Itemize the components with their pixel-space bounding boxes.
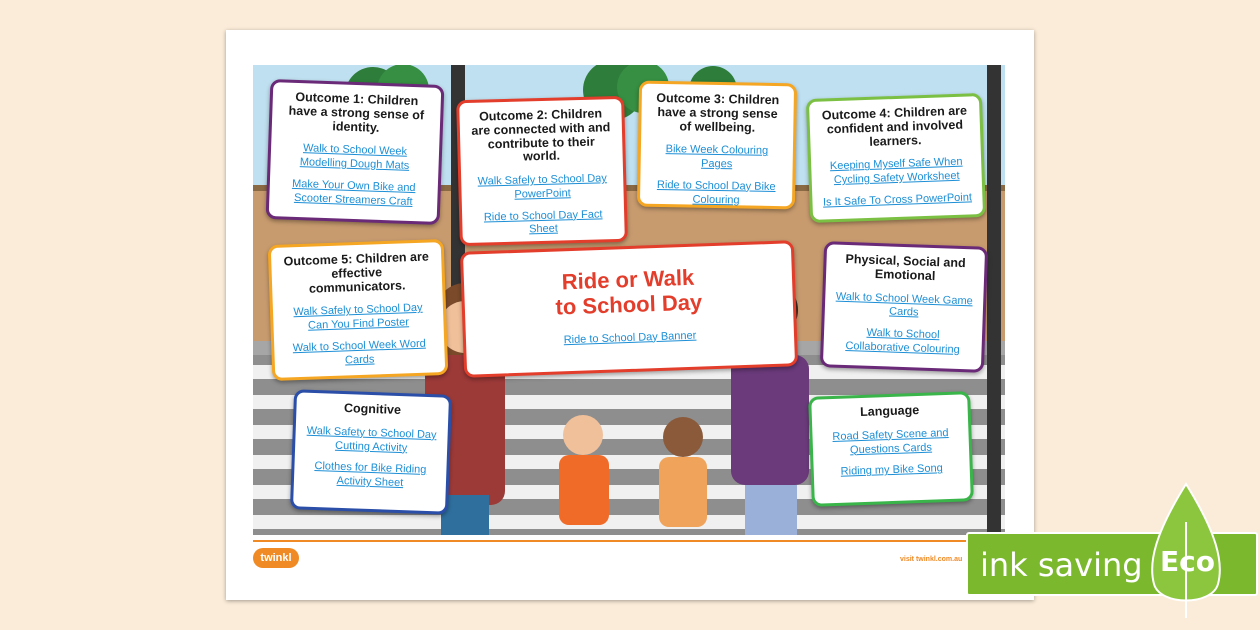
physical-social-emotional-card [820, 241, 988, 373]
ride-to-school-fact-sheet-link[interactable]: Ride to School Day Fact Sheet [483, 207, 603, 236]
eco-label: Eco [1160, 545, 1215, 578]
ride-to-school-banner-link[interactable]: Ride to School Day Banner [563, 329, 697, 346]
cutting-activity-link[interactable]: Walk Safety to School Day Cutting Activity [306, 424, 437, 454]
bike-colouring-link[interactable]: Ride to School Day Bike Colouring [656, 178, 776, 206]
outcome-2-card [456, 96, 628, 246]
card-title: Physical, Social and Emotional [845, 251, 966, 283]
card-title: Outcome 2: Children are connected with and contribute to their world. [471, 106, 611, 164]
card-title: Language [859, 402, 920, 420]
modelling-dough-mats-link[interactable]: Walk to School Week Modelling Dough Mats [299, 142, 410, 172]
road-safety-cards-link[interactable]: Road Safety Scene and Questions Cards [832, 426, 949, 456]
bike-streamers-craft-link[interactable]: Make Your Own Bike and Scooter Streamers Craft [291, 177, 416, 208]
card-title: Outcome 4: Children are confident and involved learners. [821, 103, 968, 149]
card-title: Cognitive [343, 401, 402, 418]
walk-safely-powerpoint-link[interactable]: Walk Safely to School Day PowerPoint [477, 172, 607, 201]
clothes-activity-sheet-link[interactable]: Clothes for Bike Riding Activity Sheet [314, 460, 427, 490]
cycling-safety-worksheet-link[interactable]: Keeping Myself Safe When Cycling Safety Worksheet [829, 155, 963, 187]
game-cards-link[interactable]: Walk to School Week Game Cards [835, 290, 973, 319]
footer-divider [253, 540, 1005, 542]
safe-to-cross-powerpoint-link[interactable]: Is It Safe To Cross PowerPoint [822, 191, 973, 209]
card-title: Outcome 3: Children have a strong sense of wellbeing. [656, 90, 780, 135]
cognitive-card [290, 389, 452, 514]
outcome-5-card [268, 239, 449, 381]
card-title: Outcome 5: Children are effective communicators. [283, 249, 430, 296]
outcome-1-card [266, 79, 445, 225]
page-title: Ride or Walk to School Day [555, 264, 703, 320]
footer-url: visit twinkl.com.au [900, 556, 963, 563]
twinkl-logo: twinkl [253, 548, 299, 568]
outcome-3-card [637, 81, 797, 210]
word-cards-link[interactable]: Walk to School Week Word Cards [292, 337, 426, 366]
bike-week-colouring-link[interactable]: Bike Week Colouring Pages [665, 143, 769, 171]
main-title-card [460, 240, 798, 378]
card-title: Outcome 1: Children have a strong sense of identity. [288, 89, 425, 135]
riding-bike-song-link[interactable]: Riding my Bike Song [840, 462, 943, 479]
collaborative-colouring-link[interactable]: Walk to School Collaborative Colouring [845, 326, 960, 356]
language-card [808, 391, 974, 507]
ink-saving-label: ink saving [980, 546, 1143, 584]
outcome-4-card [806, 93, 986, 223]
can-you-find-poster-link[interactable]: Walk Safely to School Day Can You Find Poster [293, 301, 423, 332]
